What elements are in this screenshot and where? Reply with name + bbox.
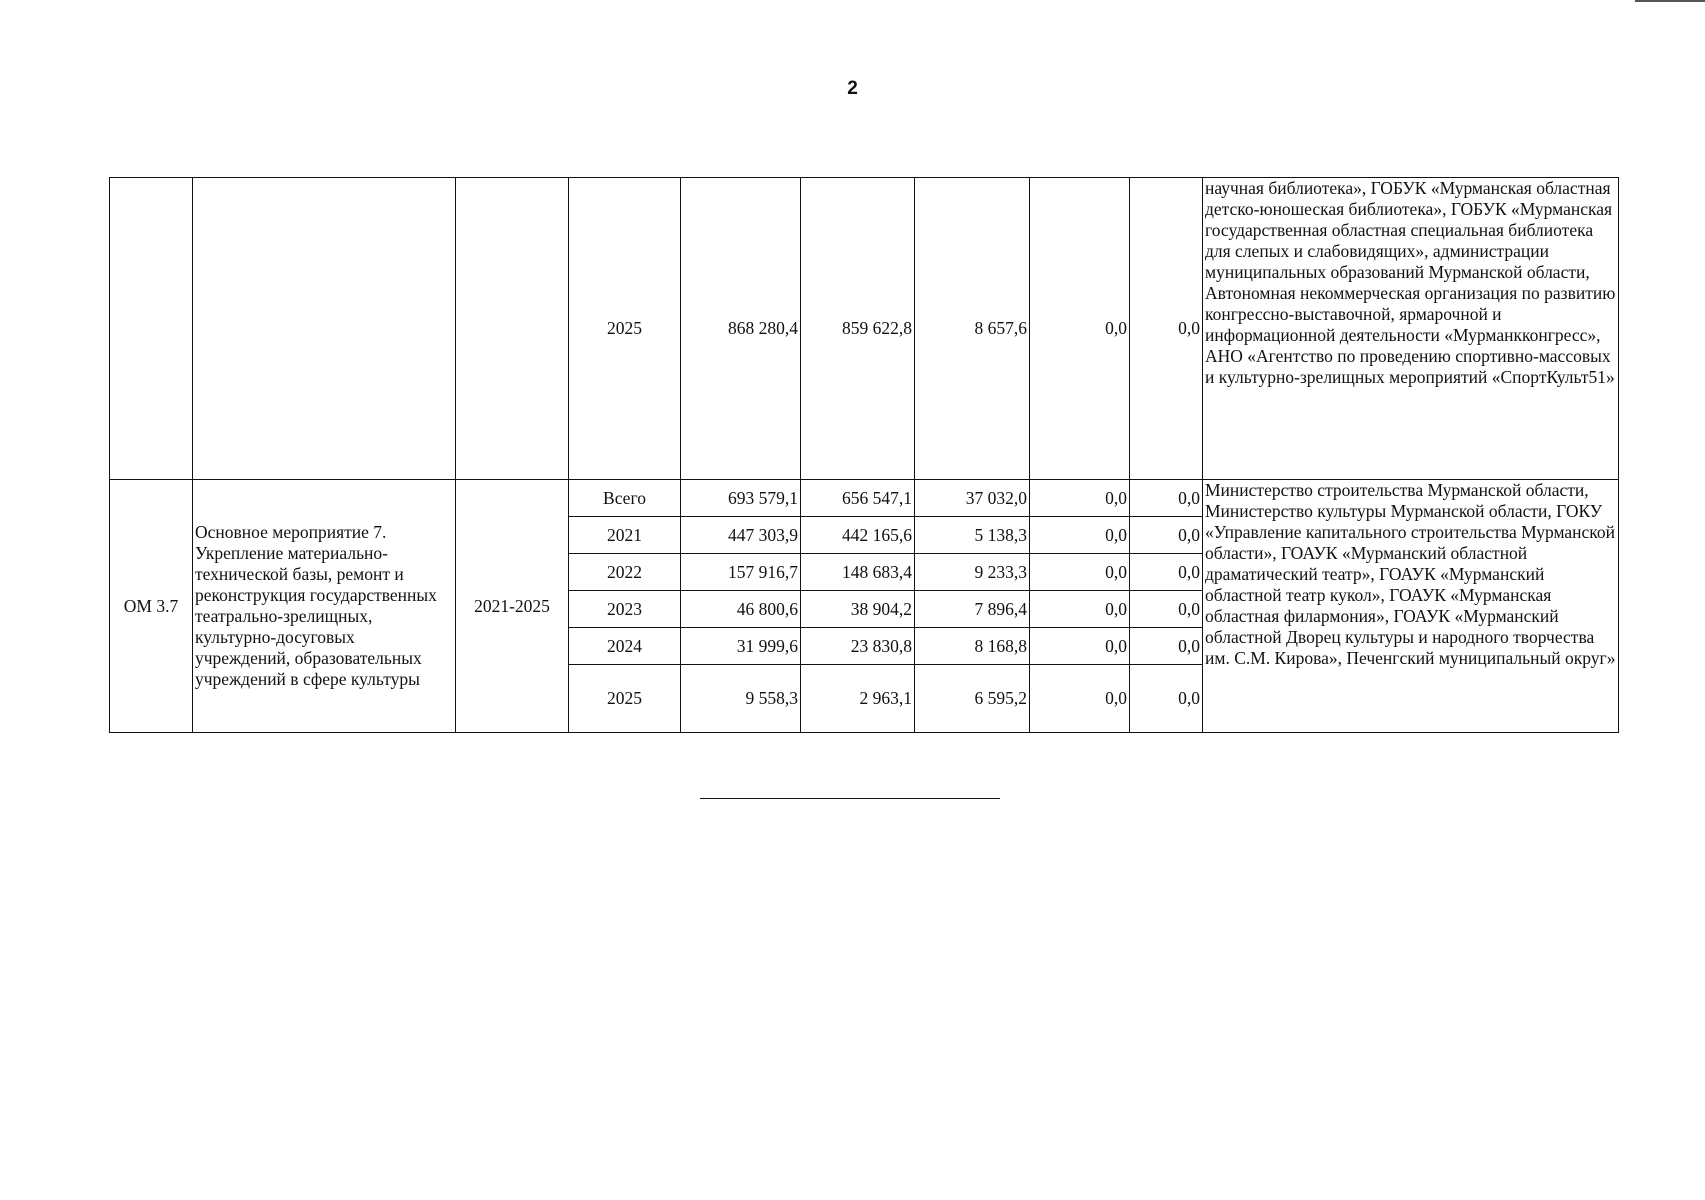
code-cell <box>110 178 193 480</box>
other-sources-cell: 0,0 <box>1130 628 1203 665</box>
scan-edge-mark <box>1635 0 1705 2</box>
table-row <box>110 480 1619 517</box>
other-sources-cell: 0,0 <box>1130 554 1203 591</box>
total-cell: 46 800,6 <box>681 591 801 628</box>
federal-budget-cell: 5 138,3 <box>915 517 1030 554</box>
regional-budget-cell: 2 963,1 <box>801 665 915 733</box>
page-number: 2 <box>847 78 858 99</box>
federal-budget-cell: 8 168,8 <box>915 628 1030 665</box>
total-cell: 693 579,1 <box>681 480 801 517</box>
total-cell: 31 999,6 <box>681 628 801 665</box>
regional-budget-cell: 442 165,6 <box>801 517 915 554</box>
local-budget-cell: 0,0 <box>1030 628 1130 665</box>
table-row <box>110 178 1619 480</box>
year-cell: 2023 <box>569 591 681 628</box>
federal-budget-cell: 8 657,6 <box>915 178 1030 480</box>
total-cell: 447 303,9 <box>681 517 801 554</box>
other-sources-cell: 0,0 <box>1130 178 1203 480</box>
om-executors-cell: Министерство строительства Мурманской области, Министерство культуры Мурманской области, ГОКУ «Управление капитального строительства Мурманской области», ГОАУК «Мурманский областной драматический театр», ГОАУК «Мурманский областной театр кукол», ГОАУК «Мурманская областная филармония», ГОАУК «Мурманский областной Дворец культуры и народного творчества им. С.М. Кирова», Печенгский муниципальный округ» <box>1203 480 1619 733</box>
local-budget-cell: 0,0 <box>1030 554 1130 591</box>
other-sources-cell: 0,0 <box>1130 480 1203 517</box>
executors-cell: научная библиотека», ГОБУК «Мурманская областная детско-юношеская библиотека», ГОБУК «Мурманская государственная областная специальная библиотека для слепых и слабовидящих», администрации муниципальных образований Мурманской области, Автономная некоммерческая организация по развитию конгрессно-выставочной, ярмарочной и информационной деятельности «Мурманкконгресс», АНО «Агентство по проведению спортивно-массовых и культурно-зрелищных мероприятий «СпортКульт51» <box>1203 178 1619 480</box>
federal-budget-cell: 37 032,0 <box>915 480 1030 517</box>
regional-budget-cell: 859 622,8 <box>801 178 915 480</box>
year-cell: 2024 <box>569 628 681 665</box>
local-budget-cell: 0,0 <box>1030 480 1130 517</box>
document-end-line <box>700 798 1000 799</box>
local-budget-cell: 0,0 <box>1030 591 1130 628</box>
other-sources-cell: 0,0 <box>1130 517 1203 554</box>
local-budget-cell: 0,0 <box>1030 178 1130 480</box>
om-name-cell: Основное мероприятие 7. Укрепление материально-технической базы, ремонт и реконструкция государственных театрально-зрелищных, культурно-досуговых учреждений, образовательных учреждений в сфере культуры <box>193 480 456 733</box>
total-cell: 9 558,3 <box>681 665 801 733</box>
local-budget-cell: 0,0 <box>1030 665 1130 733</box>
regional-budget-cell: 23 830,8 <box>801 628 915 665</box>
program-table <box>109 177 1619 733</box>
regional-budget-cell: 38 904,2 <box>801 591 915 628</box>
regional-budget-cell: 148 683,4 <box>801 554 915 591</box>
name-cell <box>193 178 456 480</box>
om-code-cell: ОМ 3.7 <box>110 480 193 733</box>
federal-budget-cell: 6 595,2 <box>915 665 1030 733</box>
year-cell: 2025 <box>569 665 681 733</box>
period-cell <box>456 178 569 480</box>
other-sources-cell: 0,0 <box>1130 665 1203 733</box>
local-budget-cell: 0,0 <box>1030 517 1130 554</box>
federal-budget-cell: 7 896,4 <box>915 591 1030 628</box>
year-cell: 2025 <box>569 178 681 480</box>
year-cell: 2021 <box>569 517 681 554</box>
year-cell: Всего <box>569 480 681 517</box>
regional-budget-cell: 656 547,1 <box>801 480 915 517</box>
total-cell: 157 916,7 <box>681 554 801 591</box>
year-cell: 2022 <box>569 554 681 591</box>
federal-budget-cell: 9 233,3 <box>915 554 1030 591</box>
total-cell: 868 280,4 <box>681 178 801 480</box>
om-period-cell: 2021-2025 <box>456 480 569 733</box>
other-sources-cell: 0,0 <box>1130 591 1203 628</box>
